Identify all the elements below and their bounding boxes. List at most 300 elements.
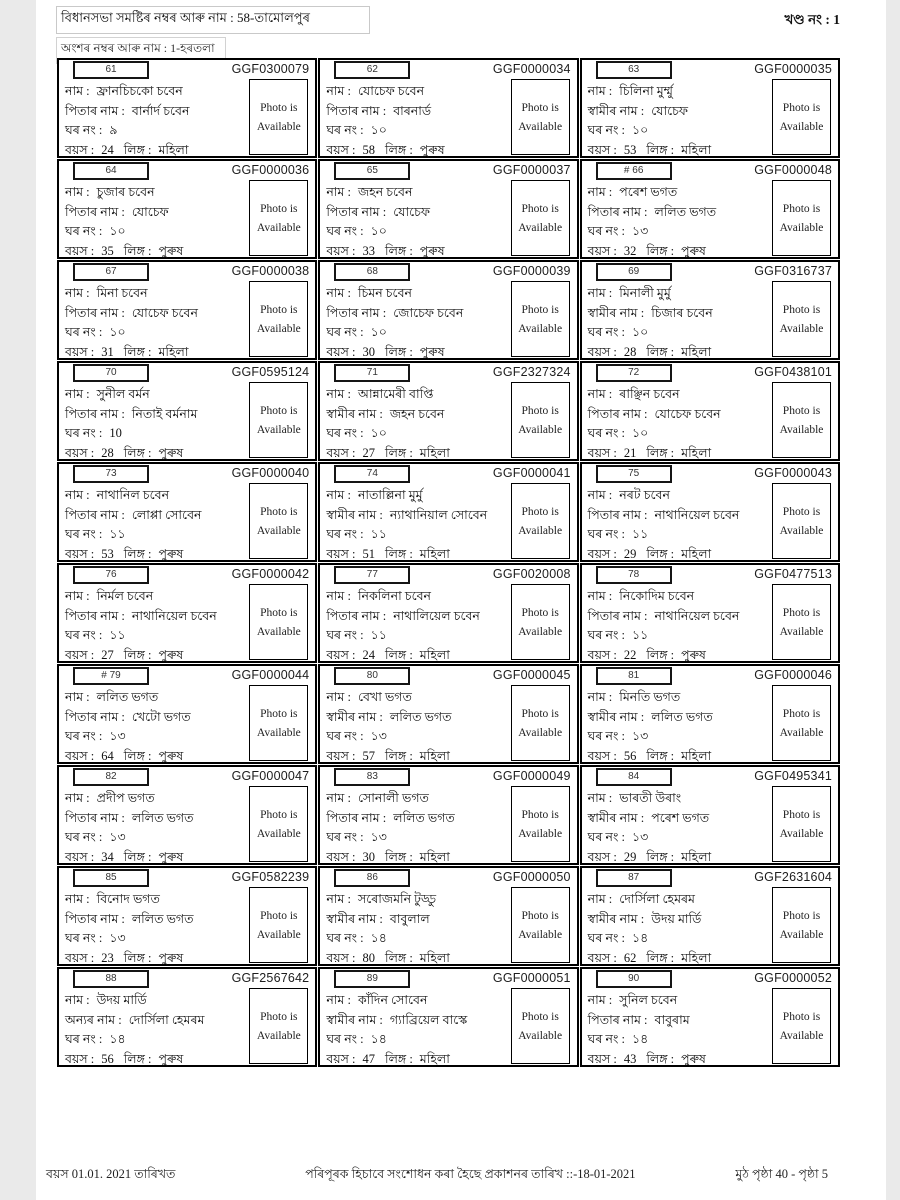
name-line xyxy=(65,183,250,203)
relation-label: স্বামীৰ নাম : xyxy=(587,911,645,926)
gender-value: মহিলা xyxy=(158,344,189,359)
age-gender-line xyxy=(588,141,773,161)
voter-details xyxy=(65,183,250,261)
age-value: 29 xyxy=(623,546,637,561)
gender-value: পুৰুষ xyxy=(158,445,184,460)
name-value: উদয় মাৰ্ডি xyxy=(96,993,147,1007)
age-label: বয়স : xyxy=(65,445,95,460)
name-label: নাম : xyxy=(65,286,90,300)
photo-line2: Available xyxy=(518,928,563,941)
voter-card xyxy=(318,967,578,1067)
name-label: নাম : xyxy=(65,993,90,1007)
photo-availability-box xyxy=(772,584,831,660)
relation-line xyxy=(588,506,773,526)
house-label: ঘৰ নং : xyxy=(65,830,103,844)
house-line xyxy=(65,727,250,747)
house-value: 10 xyxy=(109,426,122,440)
relation-label: পিতাৰ নাম : xyxy=(587,406,648,421)
voter-card xyxy=(318,563,578,663)
voter-details xyxy=(326,789,511,867)
photo-line2: Available xyxy=(518,423,563,436)
voter-card-top xyxy=(588,364,834,380)
page-edge-right xyxy=(886,0,900,1200)
voter-details xyxy=(65,587,250,665)
house-line xyxy=(588,727,773,747)
photo-line1: Photo is xyxy=(260,101,298,114)
voter-card-top xyxy=(326,263,572,279)
gender-label: লিঙ্গ : xyxy=(123,748,152,763)
voter-card-top xyxy=(588,61,834,77)
age-label: বয়স : xyxy=(65,1051,95,1066)
gender-label: লিঙ্গ : xyxy=(123,950,152,965)
page-edge-left xyxy=(0,0,36,1200)
voter-card-top xyxy=(326,162,572,178)
age-gender-line xyxy=(65,545,250,565)
gender-value: পুৰুষ xyxy=(158,1051,184,1066)
house-value: ১৩ xyxy=(370,830,387,844)
photo-line1: Photo is xyxy=(782,303,821,316)
voter-details xyxy=(588,789,773,867)
gender-value: পুৰুষ xyxy=(158,546,184,561)
voter-details xyxy=(326,991,511,1069)
gender-value: পুৰুষ xyxy=(158,647,184,662)
name-value: দোৰ্সিলা হেমৰম xyxy=(619,892,696,906)
house-value: ১০ xyxy=(370,426,387,440)
gender-value: পুৰুষ xyxy=(158,243,184,258)
age-gender-line xyxy=(588,343,773,363)
age-gender-line xyxy=(326,242,511,262)
voter-card-top xyxy=(326,869,572,885)
epic-number: GGF2631604 xyxy=(754,870,832,884)
name-value: নাতাল্লিনা মুৰ্মু xyxy=(357,488,423,502)
name-line xyxy=(65,284,250,304)
photo-availability-box xyxy=(772,382,831,458)
relation-label: পিতাৰ নাম : xyxy=(326,305,387,320)
gender-label: লিঙ্গ : xyxy=(385,243,413,258)
name-line xyxy=(65,991,250,1011)
age-gender-line xyxy=(588,444,773,464)
relation-label: পিতাৰ নাম : xyxy=(326,608,387,623)
age-label: বয়স : xyxy=(326,445,356,460)
house-line xyxy=(326,323,511,343)
age-gender-line xyxy=(65,1050,250,1070)
relation-line xyxy=(326,102,511,122)
name-value: মিনতি ভগত xyxy=(619,690,681,704)
voter-card-top xyxy=(326,970,572,986)
voter-card-top xyxy=(326,364,572,380)
voter-card xyxy=(580,765,840,865)
age-value: 32 xyxy=(623,243,637,258)
photo-line2: Available xyxy=(256,423,301,436)
age-value: 31 xyxy=(101,344,114,359)
name-value: ফ্ৰানচিচকো চবেন xyxy=(96,84,183,98)
name-label: নাম : xyxy=(326,286,351,300)
age-label: বয়স : xyxy=(587,445,617,460)
serial-number-box: 63 xyxy=(596,61,672,79)
serial-number-box: # 79 xyxy=(73,667,149,685)
photo-line2: Available xyxy=(779,726,824,739)
name-line xyxy=(588,82,773,102)
voter-details xyxy=(588,587,773,665)
house-line xyxy=(65,525,250,545)
name-line xyxy=(588,688,773,708)
name-value: বেখা ভগত xyxy=(357,690,412,704)
house-label: ঘৰ নং : xyxy=(326,224,364,238)
photo-line1: Photo is xyxy=(782,707,821,720)
age-label: বয়স : xyxy=(587,647,617,662)
name-label: নাম : xyxy=(326,185,351,199)
house-line xyxy=(65,828,250,848)
age-gender-line xyxy=(326,949,511,969)
photo-line1: Photo is xyxy=(260,707,298,720)
age-value: 56 xyxy=(101,1051,114,1066)
gender-value: পুৰুষ xyxy=(158,950,184,965)
name-value: প্ৰদীপ ভগত xyxy=(96,791,155,805)
photo-line2: Available xyxy=(256,322,301,335)
voter-card-top xyxy=(326,465,572,481)
name-value: নৰট চবেন xyxy=(619,488,670,502)
relation-line xyxy=(65,809,250,829)
house-line xyxy=(326,222,511,242)
age-label: বয়স : xyxy=(65,849,95,864)
photo-availability-box xyxy=(511,483,570,559)
name-value: চুজাৰ চবেন xyxy=(96,185,155,199)
serial-number-box: 81 xyxy=(596,667,672,685)
relation-value: যোচেফ xyxy=(393,204,430,219)
relation-label: স্বামীৰ নাম : xyxy=(587,305,645,320)
photo-availability-box xyxy=(511,988,570,1064)
relation-label: পিতাৰ নাম : xyxy=(326,810,387,825)
name-value: ললিত ভগত xyxy=(96,690,159,704)
voter-card xyxy=(580,462,840,562)
photo-availability-box xyxy=(511,79,570,155)
age-value: 23 xyxy=(101,950,114,965)
gender-label: লিঙ্গ : xyxy=(123,849,152,864)
relation-label: পিতাৰ নাম : xyxy=(65,103,125,118)
age-gender-line xyxy=(588,646,773,666)
house-label: ঘৰ নং : xyxy=(65,931,103,945)
gender-value: মহিলা xyxy=(419,647,450,662)
gender-label: লিঙ্গ : xyxy=(385,142,413,157)
epic-number: GGF0000037 xyxy=(492,163,571,177)
house-label: ঘৰ নং : xyxy=(587,830,625,844)
voter-card xyxy=(57,967,317,1067)
voter-card-top xyxy=(588,162,834,178)
gender-label: লিঙ্গ : xyxy=(646,950,675,965)
gender-label: লিঙ্গ : xyxy=(385,950,413,965)
serial-number-box: 84 xyxy=(596,768,672,786)
name-label: নাম : xyxy=(326,84,351,98)
photo-line1: Photo is xyxy=(782,909,821,922)
epic-number: GGF0000039 xyxy=(492,264,571,278)
relation-value: জহন চবেন xyxy=(389,406,445,421)
gender-value: মহিলা xyxy=(681,344,712,359)
gender-value: মহিলা xyxy=(681,950,712,965)
serial-number-box: 82 xyxy=(73,768,149,786)
house-line xyxy=(326,828,511,848)
voter-card xyxy=(57,159,317,259)
house-label: ঘৰ নং : xyxy=(65,628,103,642)
name-label: নাম : xyxy=(65,387,90,401)
name-label: নাম : xyxy=(587,185,613,199)
relation-label: পিতাৰ নাম : xyxy=(326,103,387,118)
age-value: 53 xyxy=(101,546,114,561)
photo-line2: Available xyxy=(779,423,824,436)
gender-value: পুৰুষ xyxy=(419,243,445,258)
gender-label: লিঙ্গ : xyxy=(123,546,152,561)
relation-value: বাবুৰাম xyxy=(654,1012,690,1027)
voter-card xyxy=(318,361,578,461)
house-value: ১০ xyxy=(370,325,387,339)
voter-card xyxy=(318,462,578,562)
serial-number-box: 65 xyxy=(334,162,410,180)
photo-line2: Available xyxy=(256,928,301,941)
house-line xyxy=(588,525,773,545)
house-value: ৯ xyxy=(109,123,118,137)
name-line xyxy=(588,587,773,607)
age-value: 34 xyxy=(101,849,114,864)
voter-card xyxy=(57,563,317,663)
relation-line xyxy=(588,1011,773,1031)
voter-card xyxy=(580,361,840,461)
relation-line xyxy=(588,102,773,122)
serial-number-box: 85 xyxy=(73,869,149,887)
house-line xyxy=(65,626,250,646)
name-line xyxy=(326,688,511,708)
voter-details xyxy=(588,82,773,160)
relation-value: যোচেফ xyxy=(651,103,689,118)
age-value: 28 xyxy=(101,445,114,460)
gender-label: লিঙ্গ : xyxy=(123,445,152,460)
epic-number: GGF0000046 xyxy=(754,668,832,682)
house-value: ১১ xyxy=(631,628,649,642)
name-line xyxy=(65,385,250,405)
name-label: নাম : xyxy=(587,589,613,603)
age-gender-line xyxy=(588,545,773,565)
epic-number: GGF0316737 xyxy=(754,264,832,278)
relation-line xyxy=(65,405,250,425)
gender-value: মহিলা xyxy=(158,142,189,157)
relation-line xyxy=(326,708,511,728)
age-label: বয়স : xyxy=(587,849,617,864)
gender-label: লিঙ্গ : xyxy=(123,243,152,258)
house-label: ঘৰ নং : xyxy=(326,325,364,339)
house-value: ১০ xyxy=(109,325,126,339)
age-label: বয়স : xyxy=(326,647,356,662)
name-label: নাম : xyxy=(587,387,613,401)
voter-details xyxy=(65,688,250,766)
epic-number: GGF2327324 xyxy=(492,365,571,379)
voter-card xyxy=(580,866,840,966)
photo-availability-box xyxy=(511,786,570,862)
gender-label: লিঙ্গ : xyxy=(646,849,675,864)
name-line xyxy=(326,183,511,203)
photo-availability-box xyxy=(511,685,570,761)
voter-card-top xyxy=(65,768,311,784)
age-gender-line xyxy=(65,343,250,363)
house-value: ১০ xyxy=(631,426,649,440)
epic-number: GGF2567642 xyxy=(231,971,310,985)
relation-value: উদয় মাৰ্ডি xyxy=(651,911,702,926)
house-label: ঘৰ নং : xyxy=(587,729,625,743)
voter-card xyxy=(580,260,840,360)
photo-line1: Photo is xyxy=(782,808,821,821)
name-line xyxy=(65,688,250,708)
voter-details xyxy=(588,688,773,766)
gender-value: মহিলা xyxy=(681,142,712,157)
relation-label: পিতাৰ নাম : xyxy=(587,608,648,623)
house-line xyxy=(588,828,773,848)
name-label: নাম : xyxy=(326,993,351,1007)
voter-card-top xyxy=(588,263,834,279)
gender-label: লিঙ্গ : xyxy=(646,546,675,561)
epic-number: GGF0000043 xyxy=(754,466,832,480)
age-label: বয়স : xyxy=(587,243,617,258)
voter-details xyxy=(588,991,773,1069)
epic-number: GGF0000049 xyxy=(492,769,571,783)
relation-line xyxy=(588,405,773,425)
photo-availability-box xyxy=(772,483,831,559)
voter-details xyxy=(588,284,773,362)
relation-value: ললিত ভগত xyxy=(654,204,717,219)
serial-number-box: 72 xyxy=(596,364,672,382)
photo-line1: Photo is xyxy=(260,404,298,417)
gender-value: পুৰুষ xyxy=(681,647,706,662)
voter-card xyxy=(57,462,317,562)
name-line xyxy=(326,486,511,506)
voter-card-top xyxy=(65,263,311,279)
gender-value: মহিলা xyxy=(419,950,450,965)
name-value: বিনোদ ভগত xyxy=(96,892,160,906)
age-label: বয়স : xyxy=(587,546,617,561)
age-label: বয়স : xyxy=(65,546,95,561)
house-value: ১৪ xyxy=(370,1032,387,1046)
relation-value: ললিত ভগত xyxy=(389,709,452,724)
house-value: ১০ xyxy=(370,123,387,137)
relation-line xyxy=(326,304,511,324)
name-line xyxy=(588,789,773,809)
age-label: বয়স : xyxy=(65,647,95,662)
house-line xyxy=(588,121,773,141)
voter-card xyxy=(580,58,840,158)
name-line xyxy=(326,991,511,1011)
name-value: নিকলিনা চবেন xyxy=(357,589,432,603)
epic-number: GGF0000041 xyxy=(492,466,571,480)
relation-label: স্বামীৰ নাম : xyxy=(587,810,645,825)
page-footer xyxy=(46,1166,876,1186)
house-line xyxy=(326,525,511,545)
house-value: ১১ xyxy=(631,527,649,541)
name-label: নাম : xyxy=(65,690,90,704)
relation-label: স্বামীৰ নাম : xyxy=(587,103,645,118)
photo-line2: Available xyxy=(256,1029,301,1042)
voter-details xyxy=(65,486,250,564)
age-label: বয়স : xyxy=(65,344,95,359)
gender-value: মহিলা xyxy=(419,1051,450,1066)
name-label: নাম : xyxy=(65,185,90,199)
photo-line2: Available xyxy=(256,524,301,537)
house-line xyxy=(326,1030,511,1050)
voter-details xyxy=(588,385,773,463)
serial-number-box: 83 xyxy=(334,768,410,786)
epic-number: GGF0000038 xyxy=(231,264,310,278)
relation-value: নাথানিয়েল চবেন xyxy=(654,507,740,522)
age-gender-line xyxy=(588,1050,773,1070)
serial-number-box: 69 xyxy=(596,263,672,281)
name-label: নাম : xyxy=(587,993,613,1007)
relation-value: পৰেশ ভগত xyxy=(651,810,710,825)
relation-line xyxy=(588,203,773,223)
name-label: নাম : xyxy=(587,84,613,98)
name-label: নাম : xyxy=(326,892,351,906)
name-value: মিনা চবেন xyxy=(96,286,148,300)
age-label: বয়স : xyxy=(326,1051,356,1066)
footer-page-count: মুঠ পৃষ্ঠা 40 - পৃষ্ঠা 5 xyxy=(735,1167,828,1181)
gender-value: মহিলা xyxy=(681,849,712,864)
photo-line2: Available xyxy=(518,827,563,840)
photo-line1: Photo is xyxy=(782,606,821,619)
age-gender-line xyxy=(65,141,250,161)
house-line xyxy=(326,929,511,949)
serial-number-box: 62 xyxy=(334,61,410,79)
footer-revision-publication-date: পৰিপূৰক হিচাবে সংশোধন কৰা হৈছে প্ৰকাশনৰ তাৰিখ ::-18-01-2021 xyxy=(305,1167,636,1181)
photo-availability-box xyxy=(772,281,831,357)
relation-label: পিতাৰ নাম : xyxy=(587,507,648,522)
relation-line xyxy=(588,809,773,829)
house-label: ঘৰ নং : xyxy=(587,527,625,541)
section-number-name: অংশৰ নম্বৰ আৰু নাম : 1-হৰতলা xyxy=(56,37,226,64)
age-value: 51 xyxy=(362,546,376,561)
voter-details xyxy=(326,385,511,463)
house-value: ১৪ xyxy=(631,1032,649,1046)
house-value: ১০ xyxy=(109,224,126,238)
relation-value: গ্যাব্ৰিয়েল বাস্কে xyxy=(389,1012,468,1027)
age-label: বয়স : xyxy=(587,1051,617,1066)
name-value: চিমন চবেন xyxy=(357,286,412,300)
photo-availability-box xyxy=(511,584,570,660)
name-value: চিলিনা মুৰ্ম্মু xyxy=(619,84,673,98)
voter-card-top xyxy=(326,61,572,77)
serial-number-box: 87 xyxy=(596,869,672,887)
house-label: ঘৰ নং : xyxy=(65,729,103,743)
name-line xyxy=(588,991,773,1011)
age-gender-line xyxy=(588,242,773,262)
name-label: নাম : xyxy=(587,488,613,502)
serial-number-box: 68 xyxy=(334,263,410,281)
age-value: 27 xyxy=(362,445,376,460)
age-value: 28 xyxy=(623,344,637,359)
photo-line1: Photo is xyxy=(260,606,298,619)
relation-value: লোপ্পা সোবেন xyxy=(131,507,202,522)
voter-details xyxy=(65,284,250,362)
age-gender-line xyxy=(326,343,511,363)
gender-label: লিঙ্গ : xyxy=(385,445,413,460)
house-line xyxy=(65,323,250,343)
name-label: নাম : xyxy=(65,791,90,805)
name-value: সোনালী ভগত xyxy=(357,791,429,805)
photo-line1: Photo is xyxy=(521,808,559,821)
photo-availability-box xyxy=(772,786,831,862)
voter-card-top xyxy=(588,465,834,481)
voter-card-top xyxy=(65,667,311,683)
photo-availability-box xyxy=(511,180,570,256)
house-value: ১৪ xyxy=(109,1032,126,1046)
house-label: ঘৰ নং : xyxy=(326,123,364,137)
voter-details xyxy=(65,890,250,968)
house-line xyxy=(65,222,250,242)
voter-card xyxy=(580,563,840,663)
house-value: ১০ xyxy=(370,224,387,238)
